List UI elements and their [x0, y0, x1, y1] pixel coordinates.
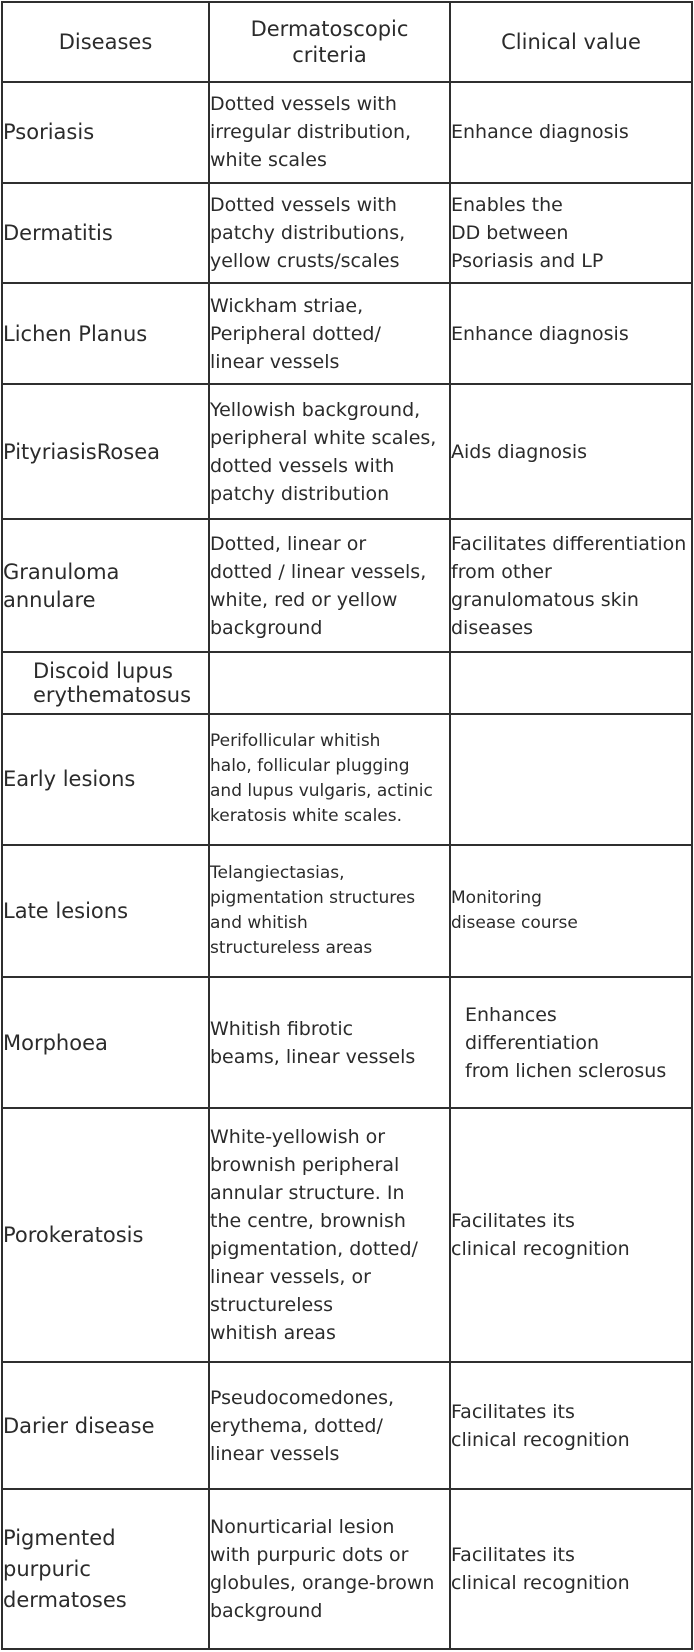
criteria-cell: [209, 652, 450, 714]
clinical-value-cell: Facilitates its clinical recognition: [450, 1489, 692, 1649]
criteria-cell: Telangiectasias, pigmentation structures and whitish structureless areas: [209, 845, 450, 977]
disease-cell: Granuloma annulare: [2, 519, 209, 651]
criteria-cell: Perifollicular whitish halo, follicular plugging and lupus vulgaris, actinic keratosis white scales.: [209, 714, 450, 845]
disease-cell: PityriasisRosea: [2, 384, 209, 519]
table-row: [2, 1489, 692, 1649]
clinical-value-cell: Enhance diagnosis: [450, 82, 692, 183]
disease-cell: Pigmented purpuric dermatoses: [2, 1489, 209, 1649]
header-row: [2, 2, 692, 82]
criteria-cell: Pseudocomedones, erythema, dotted/ linear vessels: [209, 1362, 450, 1489]
criteria-cell: Whitish fibrotic beams, linear vessels: [209, 977, 450, 1108]
clinical-value-cell: Enhances differentiation from lichen sclerosus: [450, 977, 692, 1108]
disease-cell: Porokeratosis: [2, 1108, 209, 1362]
header-dermatoscopic-criteria: Dermatoscopic criteria: [209, 2, 450, 82]
table-row: [2, 714, 692, 845]
clinical-value-cell: Enhance diagnosis: [450, 283, 692, 384]
header-diseases: Diseases: [2, 2, 209, 82]
clinical-value-cell: Facilitates its clinical recognition: [450, 1362, 692, 1489]
disease-cell: Late lesions: [2, 845, 209, 977]
clinical-value-cell: Facilitates differentiation from other granulomatous skin diseases: [450, 519, 692, 651]
disease-cell: Early lesions: [2, 714, 209, 845]
table-row: [2, 1108, 692, 1362]
disease-cell: Discoid lupus erythematosus: [2, 652, 209, 714]
disease-cell: Psoriasis: [2, 82, 209, 183]
criteria-cell: Dotted, linear or dotted / linear vessels, white, red or yellow background: [209, 519, 450, 651]
dermatoscopy-table: [1, 1, 693, 1650]
criteria-cell: Yellowish background, peripheral white scales, dotted vessels with patchy distribution: [209, 384, 450, 519]
criteria-cell: Dotted vessels with patchy distributions, yellow crusts/scales: [209, 183, 450, 284]
table-row: [2, 652, 692, 714]
table-row: [2, 977, 692, 1108]
table-row: [2, 82, 692, 183]
table-row: [2, 183, 692, 284]
disease-cell: Darier disease: [2, 1362, 209, 1489]
table-row: [2, 283, 692, 384]
table-row: [2, 845, 692, 977]
clinical-value-cell: Aids diagnosis: [450, 384, 692, 519]
criteria-cell: Nonurticarial lesion with purpuric dots or globules, orange-brown background: [209, 1489, 450, 1649]
criteria-cell: White-yellowish or brownish peripheral annular structure. In the centre, brownish pigmentation, dotted/ linear vessels, or structureless whitish areas: [209, 1108, 450, 1362]
clinical-value-cell: [450, 714, 692, 845]
disease-cell: Morphoea: [2, 977, 209, 1108]
table-row: [2, 519, 692, 651]
clinical-value-cell: Monitoring disease course: [450, 845, 692, 977]
table-row: [2, 384, 692, 519]
table-row: [2, 1362, 692, 1489]
criteria-cell: Wickham striae, Peripheral dotted/ linear vessels: [209, 283, 450, 384]
clinical-value-cell: [450, 652, 692, 714]
clinical-value-cell: Enables the DD between Psoriasis and LP: [450, 183, 692, 284]
clinical-value-cell: Facilitates its clinical recognition: [450, 1108, 692, 1362]
header-clinical-value: Clinical value: [450, 2, 692, 82]
disease-cell: Dermatitis: [2, 183, 209, 284]
criteria-cell: Dotted vessels with irregular distribution, white scales: [209, 82, 450, 183]
disease-cell: Lichen Planus: [2, 283, 209, 384]
